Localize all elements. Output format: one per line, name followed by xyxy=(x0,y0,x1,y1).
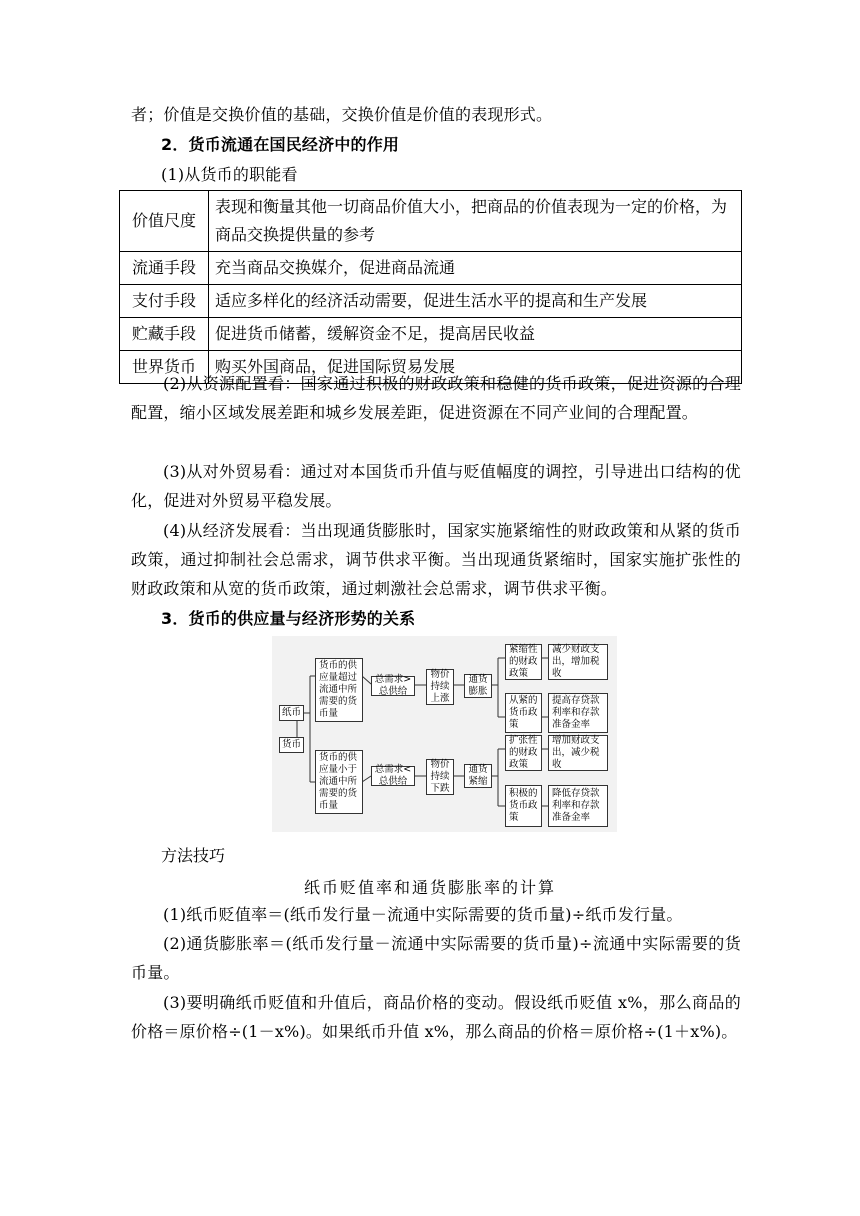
function-desc: 促进货币储蓄，缓解资金不足，提高居民收益 xyxy=(209,318,742,351)
function-name: 流通手段 xyxy=(120,252,209,285)
node-price-rise: 物价持续上涨 xyxy=(426,669,454,705)
subheading-functions: (1)从货币的职能看 xyxy=(161,165,298,184)
node-paper-money: 纸币 xyxy=(279,705,304,721)
formula-inflation: (2)通货膨胀率＝(纸币发行量－流通中实际需要的货币量)÷流通中实际需要的货币量。 xyxy=(131,934,741,982)
node-cut-spending: 减少财政支出，增加税收 xyxy=(548,644,608,680)
node-price-fall: 物价持续下跌 xyxy=(426,759,454,795)
function-desc: 表现和衡量其他一切商品价值大小，把商品的价值表现为一定的价格，为商品交换提供量的参考 xyxy=(209,191,742,252)
node-deflation: 通货紧缩 xyxy=(464,764,492,788)
method-title: 纸币贬值率和通货膨胀率的计算 xyxy=(303,878,556,897)
function-desc: 充当商品交换媒介，促进商品流通 xyxy=(209,252,742,285)
method-label: 方法技巧 xyxy=(161,846,226,865)
node-tight-monetary: 从紧的货币政策 xyxy=(505,693,542,733)
node-active-monetary: 积极的货币政策 xyxy=(505,785,542,827)
money-functions-table xyxy=(119,190,742,384)
table-row xyxy=(120,191,742,252)
node-raise-rates: 提高存贷款利率和存款准备金率 xyxy=(548,693,608,733)
money-supply-diagram xyxy=(272,636,617,832)
table-row xyxy=(120,252,742,285)
node-supply-under: 货币的供应量小于流通中所需要的货币量 xyxy=(315,750,363,814)
function-name: 贮藏手段 xyxy=(120,318,209,351)
node-demand-less: 总需求<总供给 xyxy=(371,766,415,786)
node-money: 货币 xyxy=(279,737,304,753)
formula-price-change: (3)要明确纸币贬值和升值后，商品价格的变动。假设纸币贬值 x%，那么商品的价格＝原价格÷(1－x%)。如果纸币升值 x%，那么商品的价格＝原价格÷(1＋x%)。 xyxy=(131,993,741,1041)
formula-depreciation: (1)纸币贬值率＝(纸币发行量－流通中实际需要的货币量)÷纸币发行量。 xyxy=(163,905,683,924)
node-lower-rates: 降低存贷款利率和存款准备金率 xyxy=(548,785,608,827)
paragraph-intro: 者；价值是交换价值的基础，交换价值是价值的表现形式。 xyxy=(131,105,553,124)
paragraph-trade: (3)从对外贸易看：通过对本国货币升值与贬值幅度的调控，引导进出口结构的优化，促进对外贸易平稳发展。 xyxy=(131,462,741,510)
function-name: 支付手段 xyxy=(120,285,209,318)
function-desc: 购买外国商品，促进国际贸易发展 xyxy=(209,351,742,384)
node-supply-over: 货币的供应量超过流通中所需要的货币量 xyxy=(315,658,363,722)
node-tight-fiscal: 紧缩性的财政政策 xyxy=(505,644,542,680)
heading-supply-relation: 3．货币的供应量与经济形势的关系 xyxy=(161,609,416,628)
function-name: 世界货币 xyxy=(120,351,209,384)
node-demand-greater: 总需求>总供给 xyxy=(371,676,415,696)
paragraph-resource: (2)从资源配置看：国家通过积极的财政政策和稳健的货币政策，促进资源的合理配置，缩小区域发展差距和城乡发展差距，促进资源在不同产业间的合理配置。 xyxy=(131,374,741,422)
paragraph-economy: (4)从经济发展看：当出现通货膨胀时，国家实施紧缩性的财政政策和从紧的货币政策，通过抑制社会总需求，调节供求平衡。当出现通货紧缩时，国家实施扩张性的财政政策和从宽的货币政策，通过刺激社会总需求，调节供求平衡。 xyxy=(131,521,741,598)
table-row xyxy=(120,285,742,318)
node-inflation: 通货膨胀 xyxy=(464,674,492,698)
node-increase-spending: 增加财政支出，减少税收 xyxy=(548,735,608,771)
node-expansionary-fiscal: 扩张性的财政政策 xyxy=(505,735,542,771)
table-row xyxy=(120,318,742,351)
function-desc: 适应多样化的经济活动需要，促进生活水平的提高和生产发展 xyxy=(209,285,742,318)
heading-currency-role: 2．货币流通在国民经济中的作用 xyxy=(161,135,400,154)
function-name: 价值尺度 xyxy=(120,191,209,252)
